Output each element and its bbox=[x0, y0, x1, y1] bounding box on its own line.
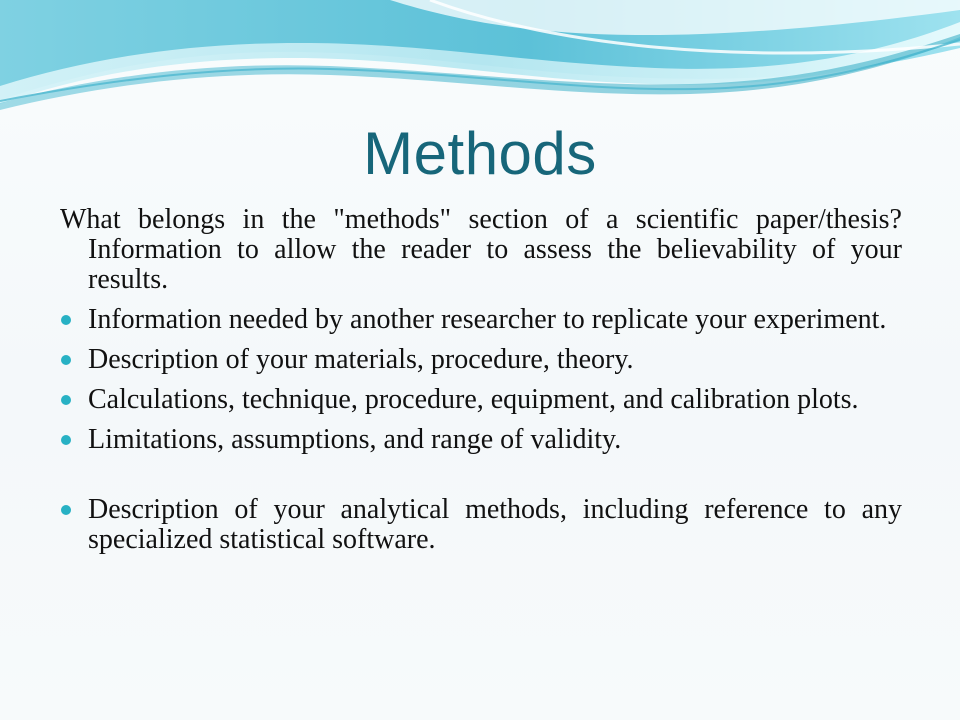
bullet-dot-icon bbox=[61, 355, 71, 365]
bullet-text: Calculations, technique, procedure, equipment, and calibration plots. bbox=[88, 384, 859, 415]
bullet-list bbox=[60, 305, 902, 555]
bullet-text: Description of your materials, procedure, theory. bbox=[88, 344, 634, 375]
bullet-item bbox=[60, 425, 902, 455]
slide-body bbox=[60, 205, 902, 565]
bullet-item bbox=[60, 305, 902, 335]
bullet-item bbox=[60, 385, 902, 415]
bullet-dot-icon bbox=[61, 395, 71, 405]
bullet-text: Description of your analytical methods, including reference to any specialized statistical software. bbox=[88, 494, 902, 555]
bullet-dot-icon bbox=[61, 315, 71, 325]
intro-paragraph: What belongs in the "methods" section of a scientific paper/thesis? Information to allow the reader to assess the believability of your results. bbox=[60, 204, 902, 295]
bullet-dot-icon bbox=[61, 505, 71, 515]
bullet-item bbox=[60, 495, 902, 555]
slide-title: Methods bbox=[363, 120, 597, 187]
bullet-dot-icon bbox=[61, 435, 71, 445]
bullet-text: Information needed by another researcher to replicate your experiment. bbox=[88, 304, 887, 335]
header-wave-decoration bbox=[0, 0, 960, 120]
bullet-item bbox=[60, 345, 902, 375]
bullet-text: Limitations, assumptions, and range of validity. bbox=[88, 424, 622, 455]
